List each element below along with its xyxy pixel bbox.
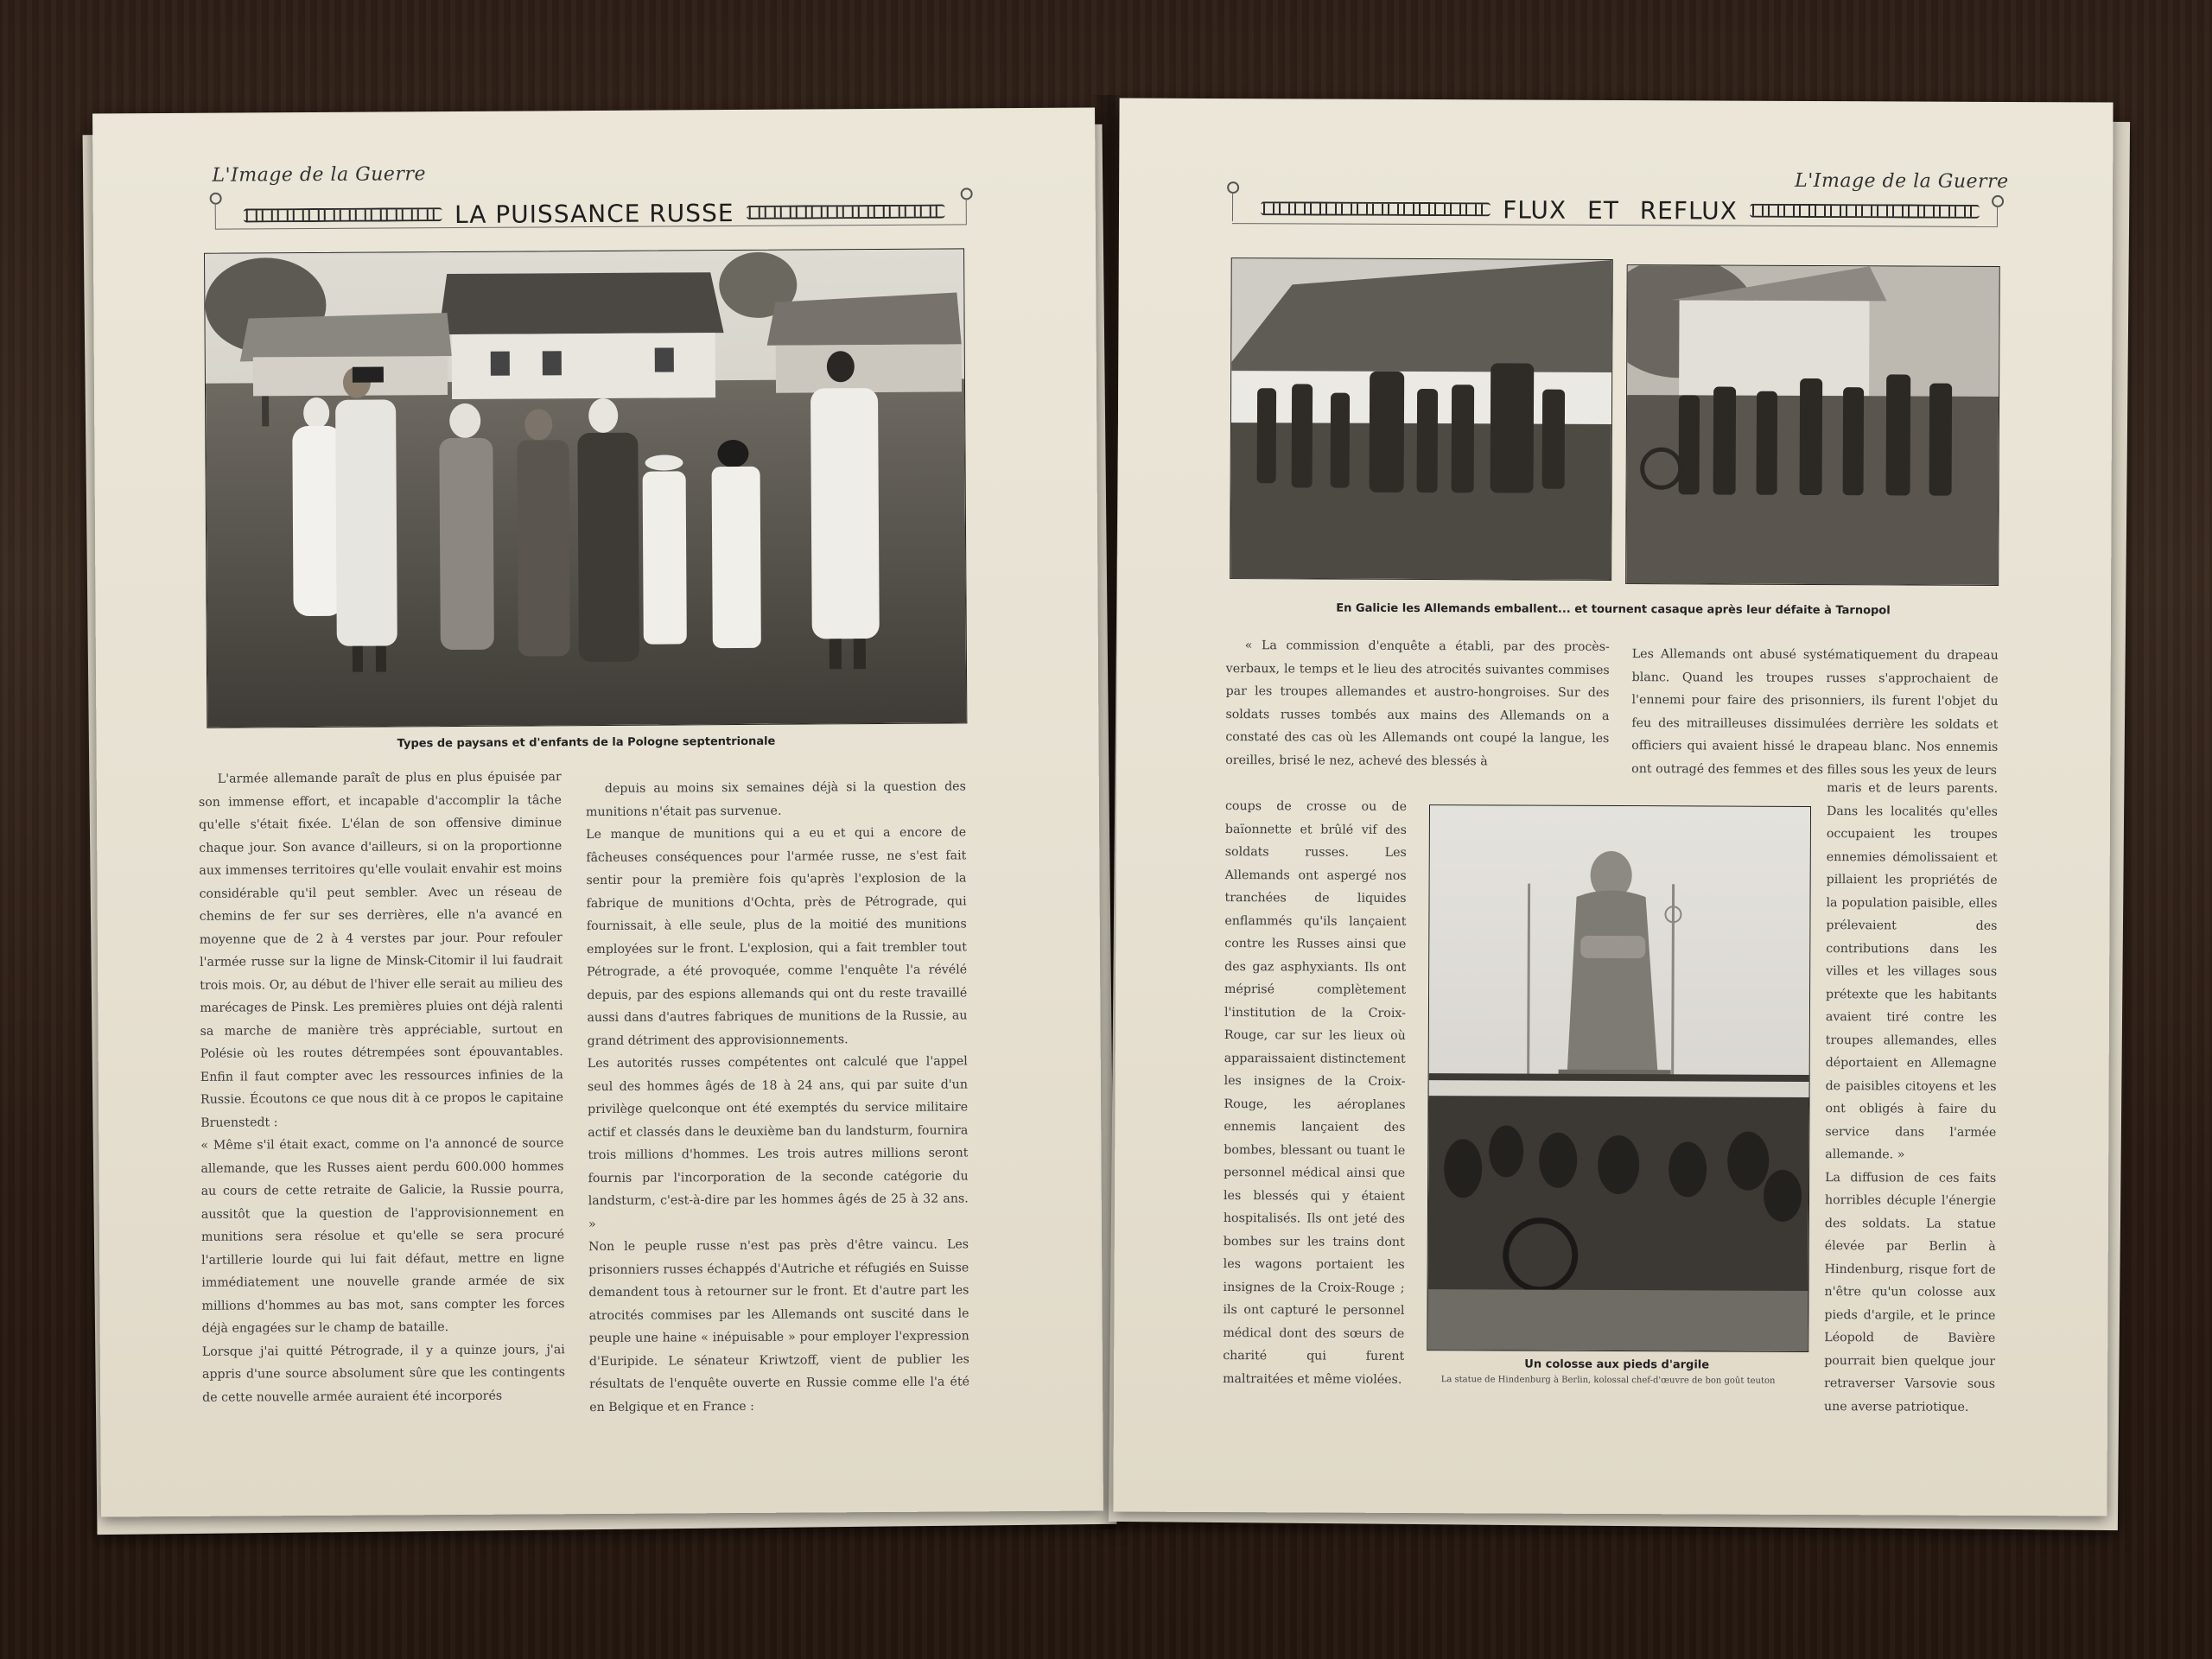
galicia-photo-right-image [1626,265,1999,585]
chain-ornament-icon [746,205,944,219]
left-column-1-text: L'armée allemande paraît de plus en plus épuisée par son immense effort, et incapable d'accomplir la tâche qu'elle s'était fixée. L'élan de son offensive diminue chaque jour. Son avance d'ailleurs, si on la proportionne aux immenses territoires qu'elle voulait envahir est moins considérable qu'il peut sembler. Avec un réseau de chemins de fer sur ses derrières, elle n'a avancé en moyenne que de 2 à 4 verstes par jour. Pour refouler l'armée russe sur la ligne de Minsk-Citomir il lui faudrait trois mois. Or, au début de l'hiver elle serait au milieu des marécages de Pinsk. Les premières pluies ont déjà ralenti sa marche de manière très appréciable, surtout en Polésie où les routes détrempées sont épouvantables. Enfin il faut compter avec les ressources infinies de la Russie. Écoutons ce que nous dit à ce propos le capitaine Bruenstedt : « Même s'il était exact, comme on l'a annoncé de source allemande, que les Russes aient perdu 600.000 hommes au cours de cette retraite de Galicie, la Russie pourra, aussitôt que la question de l'approvisionnement en munitions sera résolue et qu'elle se sera procuré l'artillerie lourde qui lui fait défaut, mettre en ligne immédiatement une nouvelle grande armée de six millions d'hommes au bas mot, sans compter les forces déjà engagées sur le champ de bataille. Lorsque j'ai quitté Pétrograde, il y a quinze jours, j'ai appris d'une source absolument sûre que les contingents de cette nouvelle armée auraient été incorporés [198,770,566,1405]
frame-line [966,198,967,224]
magazine-name-left: L'Image de la Guerre [212,163,427,187]
right-column-1-narrow-text: coups de crosse ou de baïonnette et brûlé vif des soldats russes. Les Allemands ont aspergé nos tranchées de liquides enflammés qu'ils lançaient contre les Russes ainsi que des gaz asphyxiants. Ils ont méprisé complètement l'institution de la Croix-Rouge, car sur les lieux où apparaissaient distinctement les insignes de la Croix-Rouge, les aéroplanes ennemis lançaient des bombes, blessant ou tuant le personnel médical ainsi que les blessés qui y étaient hospitalisés. Ils ont jeté des bombes sur les trains dont les wagons portaient les insignes de la Croix-Rouge ; ils ont capturé le personnel médical dont des sœurs de charité qui furent maltraitées et même violées. [1223,799,1408,1387]
left-column-1 [199,766,566,1485]
frame-ring-icon [1992,195,2004,207]
page-title: FLUX ET REFLUX [1503,194,1738,226]
right-column-2-top [1631,643,1999,783]
chain-ornament-icon [1750,204,1980,219]
left-page [92,107,1103,1516]
right-page [1113,98,2113,1516]
photo-statue [1427,804,1811,1352]
title-bar [1249,192,1992,228]
photo-galicia-left [1230,257,1613,581]
right-column-2-top-text: Les Allemands ont abusé systématiquement du drapeau blanc. Quand les troupes russes s'approchaient de l'ennemi pour faire des prisonniers, ils furent l'objet du feu des mitrailleuses dissimulées derrière les soldats et officiers qui avaient hissé le drapeau blanc. Nos ennemis ont outragé des femmes et des filles sous les yeux de leurs [1631,647,1999,778]
right-column-1-narrow [1223,795,1407,1435]
right-column-1-top-text: « La commission d'enquête a établi, par des procès-verbaux, le temps et le lieu des atrocités suivantes commises par les troupes allemandes et austro-hongroises. Sur des soldats russes tombés aux mains des Allemands on a constaté des cas où les Allemands ont coupé la langue, les oreilles, brisé le nez, achevé des blessés à [1225,639,1610,768]
frame-line [215,203,216,229]
title-bar [232,194,957,232]
right-column-1-top [1225,634,1610,797]
right-column-2-narrow-text: maris et de leurs parents. Dans les localités qu'elles occupaient les troupes ennemies démolissaient et pillaient les propriétés de la population paisible, elles prélevaient des contributions dans les villes et les villages sous prétexte que les habitants avaient tiré contre les troupes allemandes, elles déportaient en Allemagne de paisibles citoyens et les ont obligés à faire du service dans l'armée allemande. » La diffusion de ces faits horribles décuple l'énergie des soldats. La statue élevée par Berlin à Hindenburg, risque fort de n'être qu'un colosse aux pieds d'argile, et le prince Léopold de Bavière pourrait bien quelque jour retraverser Varsovie sous une averse patriotique. [1823,781,1999,1414]
frame-line [1232,192,1233,221]
frame-line [1997,206,1998,226]
statue-caption: Un colosse aux pieds d'argile [1524,1357,1710,1372]
photo-caption: En Galicie les Allemands emballent... et tournent casaque après leur défaite à Tarnopol [1336,601,1891,618]
magazine-name-right: L'Image de la Guerre [1795,169,2009,193]
statue-photo-image [1427,805,1810,1351]
photo-caption: Types de paysans et d'enfants de la Pologne septentrionale [397,734,776,751]
chain-ornament-icon [244,207,442,222]
galicia-photo-left-image [1230,258,1612,580]
photo-peasants [204,248,967,728]
left-column-2-text: depuis au moins six semaines déjà si la question des munitions n'était pas survenue. Le manque de munitions qui a eu et qui a encore de fâcheuses conséquences pour l'armée russe, ne s'est fait sentir pour la première fois qu'après l'explosion de la fabrique de munitions d'Ochta, près de Pétrograde, qui fournissait, à elle seule, plus de la moitié des munitions employées sur le front. L'explosion, qui a fait trembler tout Pétrograde, a été provoquée, comme l'enquête l'a révélé depuis, par des espions allemands qui ont du reste travaillé aussi dans d'autres fabriques de munitions de la Russie, au grand détriment des approvisionnements. Les autorités russes compétentes ont calculé que l'appel seul des hommes âgés de 18 à 24 ans, qui par suite d'un privilège quelconque ont été exemptés du service militaire actif et classés dans le deuxième ban du landsturm, fournira trois millions d'hommes. Les trois autres millions seront fournis par l'incorporation de la seconde catégorie du landsturm, c'est-à-dire par les hommes âgés de 25 à 32 ans. » Non le peuple russe n'est pas près d'être vaincu. Les prisonniers russes échappés d'Autriche et réfugiés en Suisse demandent tous à retourner sur le front. Et d'autre part les atrocités commises par les Allemands ont suscité dans le peuple une haine « inépuisable » pour employer l'expression d'Euripide. Le sénateur Kriwtzoff, vient de publier les résultats de l'enquête ouverte en Russie comme elle l'a été en Belgique et en France : [585,779,970,1414]
chain-ornament-icon [1261,201,1491,216]
peasants-photo-image [205,249,966,727]
photo-galicia-right [1625,264,2000,586]
page-title: LA PUISSANCE RUSSE [454,198,734,229]
statue-subcaption: La statue de Hindenburg à Berlin, kolossal chef-d'œuvre de bon goût teuton [1440,1375,1776,1386]
left-column-2 [586,775,970,1483]
right-column-2-narrow [1824,777,1998,1443]
frame-ring-icon [1227,181,1239,194]
